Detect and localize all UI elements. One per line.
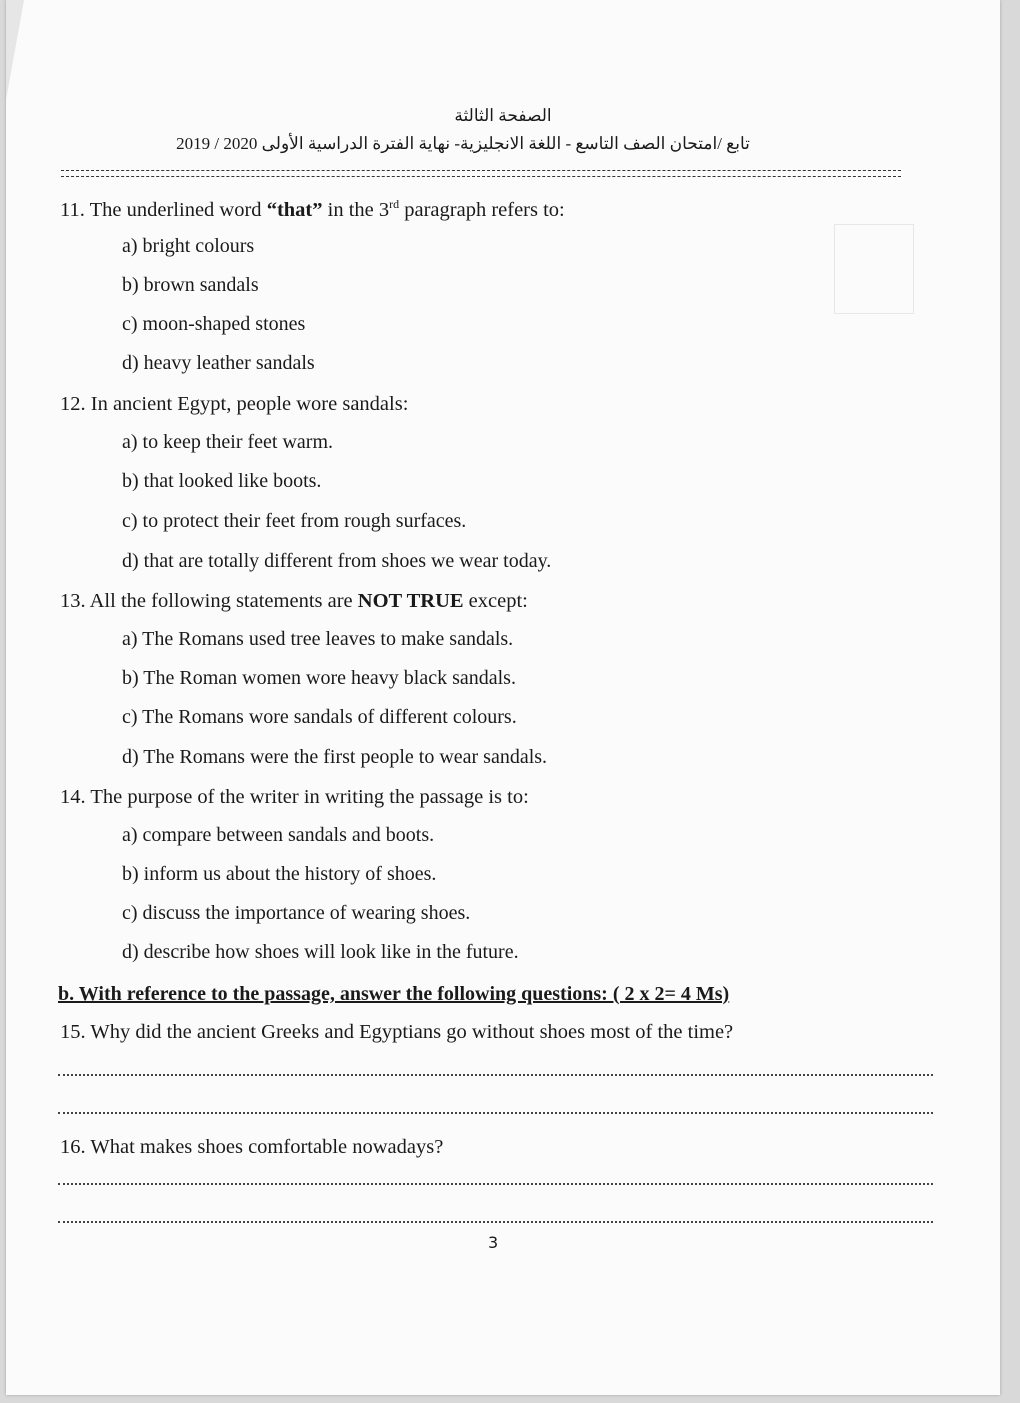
q12-option-a: a) to keep their feet warm. (122, 431, 334, 453)
header-divider (61, 170, 901, 177)
q11-option-b: b) brown sandals (122, 274, 259, 296)
q12-option-c: c) to protect their feet from rough surfaces. (122, 510, 467, 532)
q11-option-a: a) bright colours (122, 235, 255, 257)
question-13: 13. All the following statements are NOT TRUE except: (60, 590, 528, 612)
question-14: 14. The purpose of the writer in writing the passage is to: (60, 786, 529, 808)
q11-option-c: c) moon-shaped stones (122, 313, 306, 335)
section-b-heading: b. With reference to the passage, answer the following questions: ( 2 x 2= 4 Ms) (58, 983, 730, 1005)
q14-option-d: d) describe how shoes will look like in the future. (122, 941, 519, 963)
bleed-through-box (834, 224, 914, 314)
q13-option-a: a) The Romans used tree leaves to make sandals. (122, 628, 514, 650)
q13-option-c: c) The Romans wore sandals of different colours. (122, 706, 517, 728)
q12-option-b: b) that looked like boots. (122, 470, 322, 492)
page-label-arabic: الصفحة الثالثة (454, 106, 552, 125)
q13-option-d: d) The Romans were the first people to wear sandals. (122, 746, 548, 768)
answer-line-16a[interactable] (58, 1181, 933, 1185)
q12-option-d: d) that are totally different from shoes we wear today. (122, 550, 552, 572)
exam-page (6, 0, 1000, 1395)
page-number: 3 (488, 1233, 499, 1252)
exam-title-arabic: تابع /امتحان الصف التاسع - اللغة الانجليزية- نهاية الفترة الدراسية الأولى 2020 / 2019 (176, 134, 750, 153)
q14-option-c: c) discuss the importance of wearing shoes. (122, 902, 471, 924)
question-15: 15. Why did the ancient Greeks and Egyptians go without shoes most of the time? (60, 1021, 734, 1043)
answer-line-15a[interactable] (58, 1072, 933, 1076)
question-16: 16. What makes shoes comfortable nowadays? (60, 1136, 444, 1158)
q13-option-b: b) The Roman women wore heavy black sandals. (122, 667, 516, 689)
folded-corner (6, 0, 24, 100)
q11-option-d: d) heavy leather sandals (122, 352, 315, 374)
q14-option-b: b) inform us about the history of shoes. (122, 863, 437, 885)
question-12: 12. In ancient Egypt, people wore sandals: (60, 393, 409, 415)
question-11: 11. The underlined word “that” in the 3rd paragraph refers to: (60, 197, 565, 221)
answer-line-16b[interactable] (58, 1219, 933, 1223)
answer-line-15b[interactable] (58, 1110, 933, 1114)
q14-option-a: a) compare between sandals and boots. (122, 824, 435, 846)
